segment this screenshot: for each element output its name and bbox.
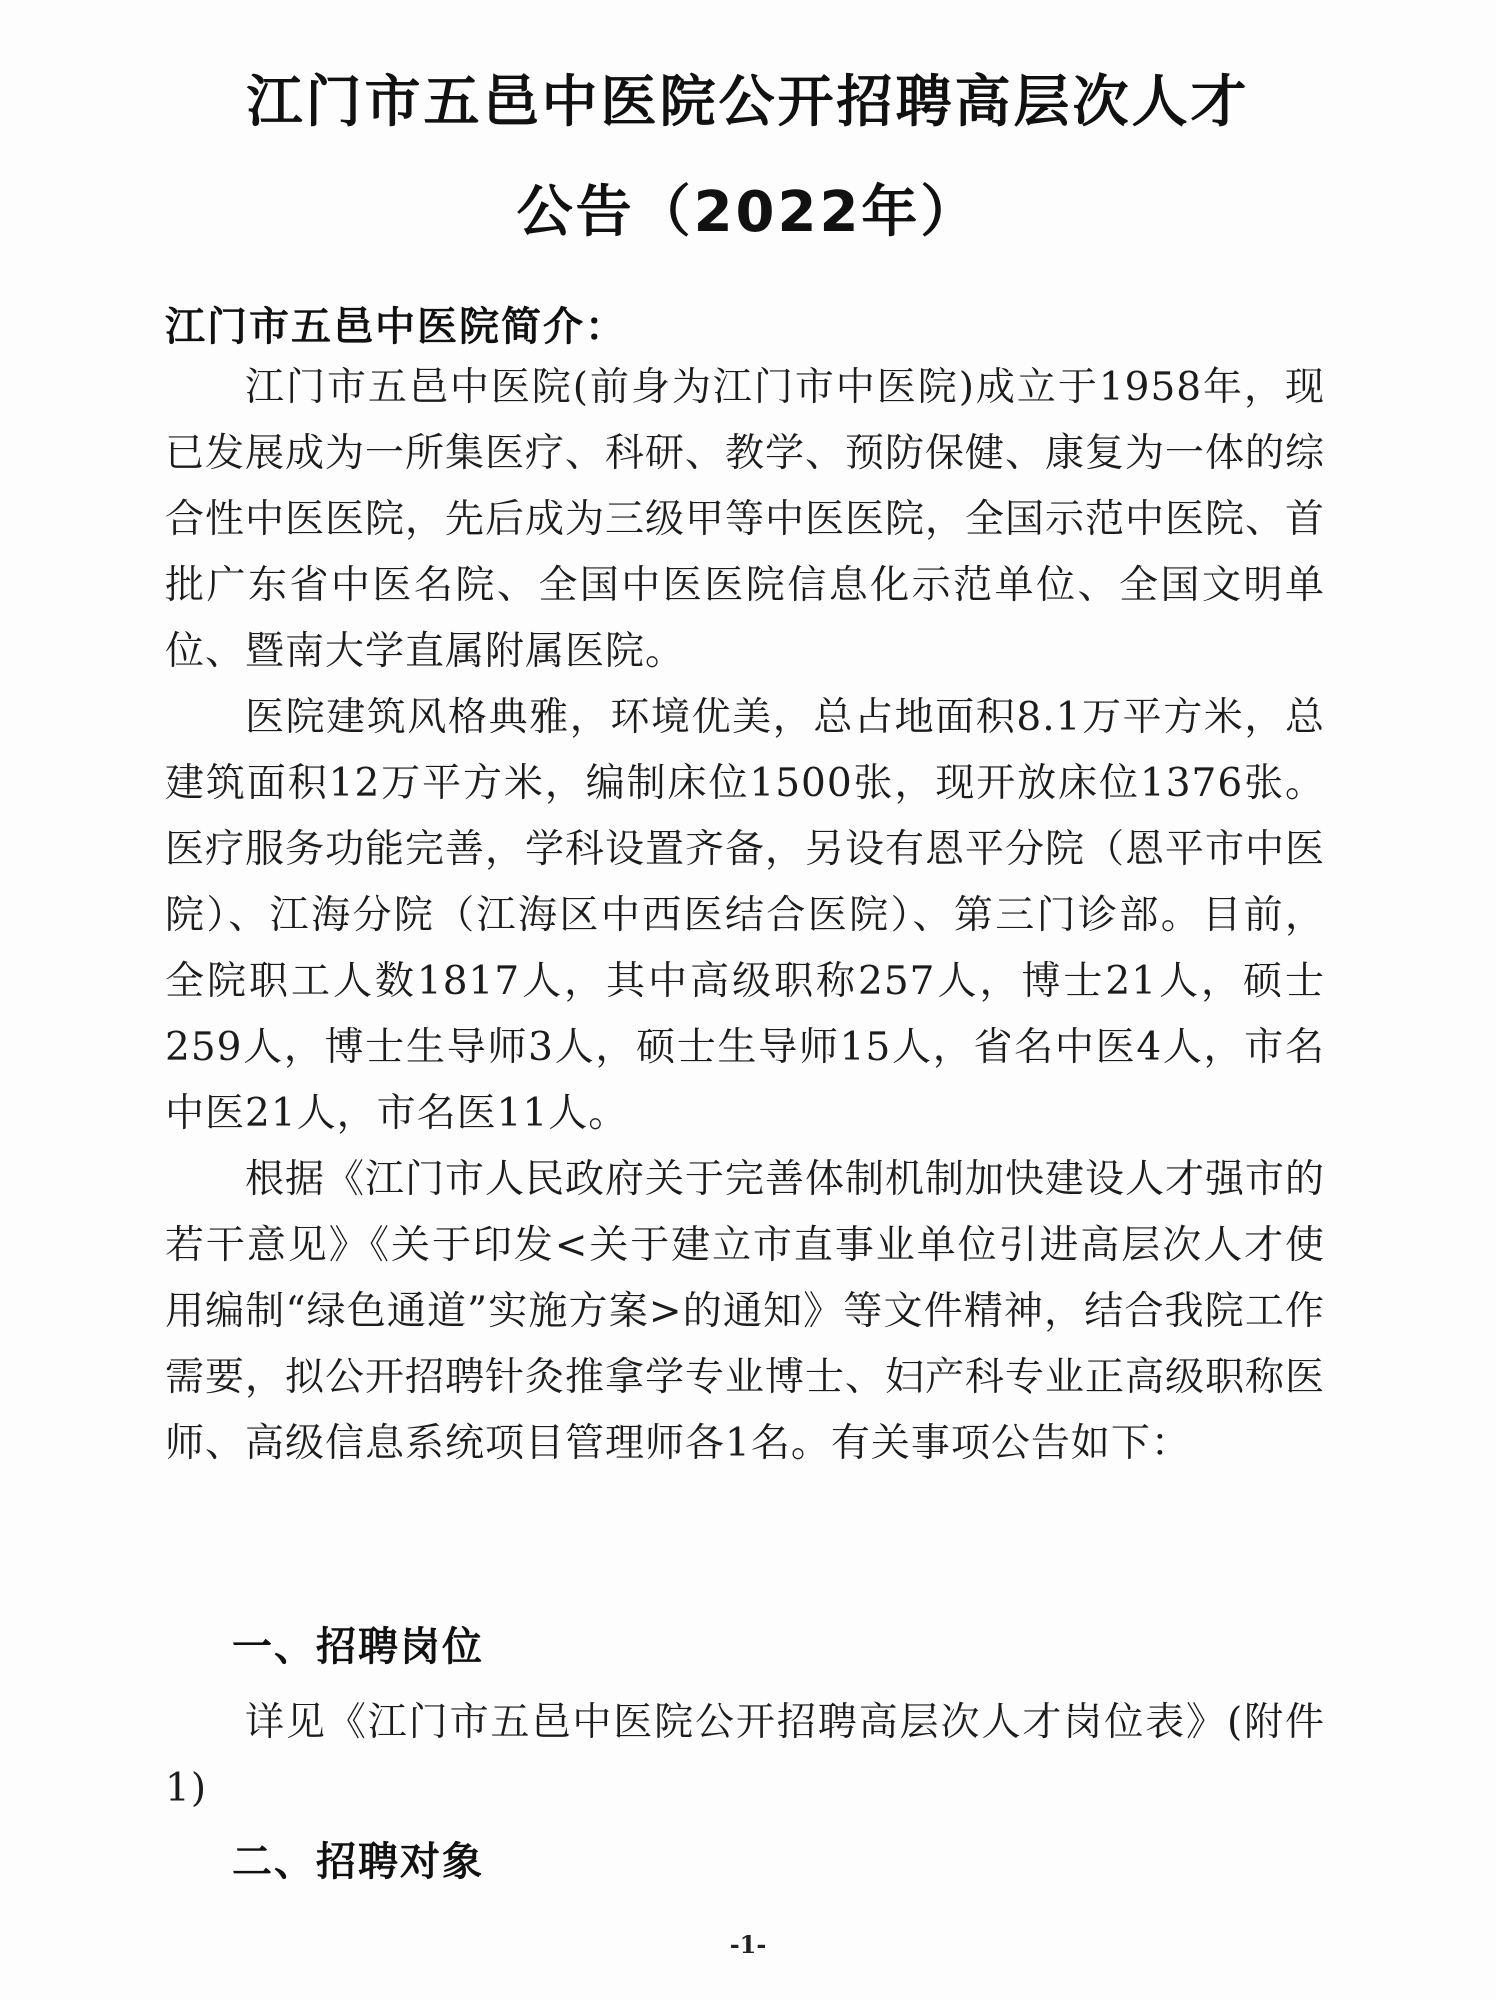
paragraph-history: 江门市五邑中医院(前身为江门市中医院)成立于1958年，现已发展成为一所集医疗、科研、教学、预防保健、康复为一体的综合性中医医院，先后成为三级甲等中医医院，全国示范中医院、首批广东省中医名院、全国中医医院信息化示范单位、全国文明单位、暨南大学直属附属医院。 [165, 365, 1326, 674]
section-heading-positions: 一、招聘岗位 [232, 1624, 484, 1670]
paragraph-facilities: 医院建筑风格典雅，环境优美，总占地面积8.1万平方米，总建筑面积12万平方米，编制床位1500张，现开放床位1376张。医疗服务功能完善，学科设置齐备，另设有恩平分院（恩平市中医院）、江海分院（江海区中西医结合医院）、第三门诊部。目前，全院职工人数1817人，其中高级职称257人，博士21人，硕士259人，博士生导师3人，硕士生导师15人，省名中医4人，市名中医21人，市名医11人。 [165, 695, 1326, 1136]
document-title: 江门市五邑中医院公开招聘高层次人才 [246, 70, 1250, 135]
paragraph-basis: 根据《江门市人民政府关于完善体制机制加快建设人才强市的若干意见》《关于印发<关于建立市直事业单位引进高层次人才使用编制“绿色通道”实施方案>的通知》等文件精神，结合我院工作需要，拟公开招聘针灸推拿学专业博士、妇产科专业正高级职称医师、高级信息系统项目管理师各1名。有关事项公告如下： [165, 1157, 1326, 1466]
section-heading-targets: 二、招聘对象 [232, 1839, 484, 1885]
section-body-positions [165, 1690, 1325, 1822]
intro-body [165, 355, 1325, 1477]
positions-text: 详见《江门市五邑中医院公开招聘高层次人才岗位表》(附件1) [165, 1700, 1325, 1811]
document-subtitle: 公告（2022年） [516, 180, 980, 245]
intro-heading: 江门市五邑中医院简介： [165, 304, 627, 350]
page-number: -1- [729, 1930, 767, 1959]
